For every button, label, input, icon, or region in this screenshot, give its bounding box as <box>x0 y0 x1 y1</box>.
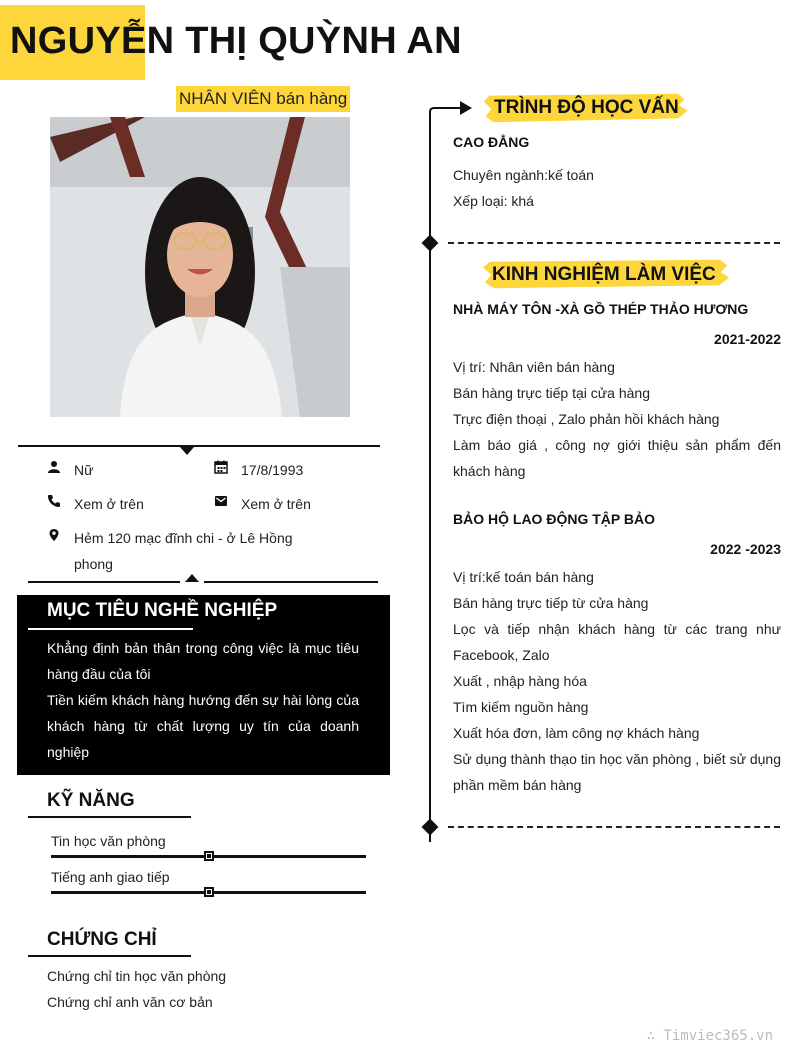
phone-value: Xem ở trên <box>74 496 144 512</box>
address-value: Hẻm 120 mạc đĩnh chi - ở Lê Hồng phong <box>74 530 293 572</box>
job-line: Trực điện thoại , Zalo phản hồi khách hàng <box>453 411 720 427</box>
portrait-illustration <box>50 117 350 417</box>
section-divider <box>448 242 780 244</box>
education-school: CAO ĐẲNG <box>453 134 530 150</box>
info-divider-top <box>18 445 380 447</box>
certificate-item: Chứng chỉ tin học văn phòng <box>47 968 227 984</box>
candidate-name: NGUYỄN THỊ QUỲNH AN <box>10 20 462 62</box>
birthdate-value: 17/8/1993 <box>241 462 304 478</box>
job-company: NHÀ MÁY TÔN -XÀ GỒ THÉP THẢO HƯƠNG <box>453 301 749 317</box>
objective-text: Khẳng định bản thân trong công việc là mục tiêu hàng đầu của tôi Tiền kiếm khách hàng hướng đến sự hài lòng của khách hàng từ chất lượng uy tín của doanh nghiệp <box>47 640 359 760</box>
job-line: Vị trí: Nhân viên bán hàng <box>453 359 615 375</box>
job-company: BẢO HỘ LAO ĐỘNG TẬP BẢO <box>453 511 655 527</box>
education-line: Chuyên ngành:kế toán <box>453 167 594 183</box>
timeline-line <box>429 112 431 842</box>
timeline-arrow-icon <box>428 100 473 126</box>
job-line: Vị trí:kế toán bán hàng <box>453 569 594 585</box>
divider-arrow-up <box>185 574 199 582</box>
job-period: 2021-2022 <box>714 331 781 347</box>
skills-title: KỸ NĂNG <box>47 790 135 811</box>
timeline-marker <box>422 235 439 252</box>
skill-level-marker <box>204 887 214 897</box>
job-line: Xuất hóa đơn, làm công nợ khách hàng <box>453 725 700 741</box>
phone-icon <box>47 494 61 513</box>
footer-brand: ∴ Timviec365.vn <box>646 1028 773 1044</box>
job-line: Làm báo giá , công nợ giới thiệu sản phẩm đến khách hàng <box>453 437 781 479</box>
skill-label: Tin học văn phòng <box>51 833 166 849</box>
user-icon <box>47 460 61 479</box>
timeline-marker <box>422 819 439 836</box>
email-icon <box>214 494 228 513</box>
job-line: Tìm kiếm nguồn hàng <box>453 699 589 715</box>
job-position: NHÂN VIÊN bán hàng <box>176 86 350 112</box>
job-period: 2022 -2023 <box>710 541 781 557</box>
education-title: TRÌNH ĐỘ HỌC VẤN <box>494 97 679 118</box>
job-line: Bán hàng trực tiếp từ cửa hàng <box>453 595 649 611</box>
gender-value: Nữ <box>74 462 94 478</box>
objective-title: MỤC TIÊU NGHỀ NGHIỆP <box>47 600 278 621</box>
skill-level-marker <box>204 851 214 861</box>
section-divider <box>448 826 780 828</box>
email-value: Xem ở trên <box>241 496 311 512</box>
divider-arrow-down <box>180 447 194 455</box>
certificates-underline <box>28 955 191 957</box>
location-icon <box>47 528 61 547</box>
certificates-title: CHỨNG CHỈ <box>47 929 157 950</box>
job-line: Sử dụng thành thạo tin học văn phòng , biết sử dụng phần mềm bán hàng <box>453 751 781 793</box>
job-line: Bán hàng trực tiếp tại cửa hàng <box>453 385 650 401</box>
skills-underline <box>28 816 191 818</box>
profile-photo <box>50 117 350 417</box>
job-line: Xuất , nhập hàng hóa <box>453 673 587 689</box>
calendar-icon <box>214 460 228 479</box>
certificate-item: Chứng chỉ anh văn cơ bản <box>47 994 213 1010</box>
education-line: Xếp loại: khá <box>453 193 534 209</box>
skill-label: Tiếng anh giao tiếp <box>51 869 170 885</box>
experience-title: KINH NGHIỆM LÀM VIỆC <box>492 264 716 285</box>
job-line: Lọc và tiếp nhận khách hàng từ các trang như Facebook, Zalo <box>453 621 781 663</box>
objective-underline <box>28 628 193 630</box>
